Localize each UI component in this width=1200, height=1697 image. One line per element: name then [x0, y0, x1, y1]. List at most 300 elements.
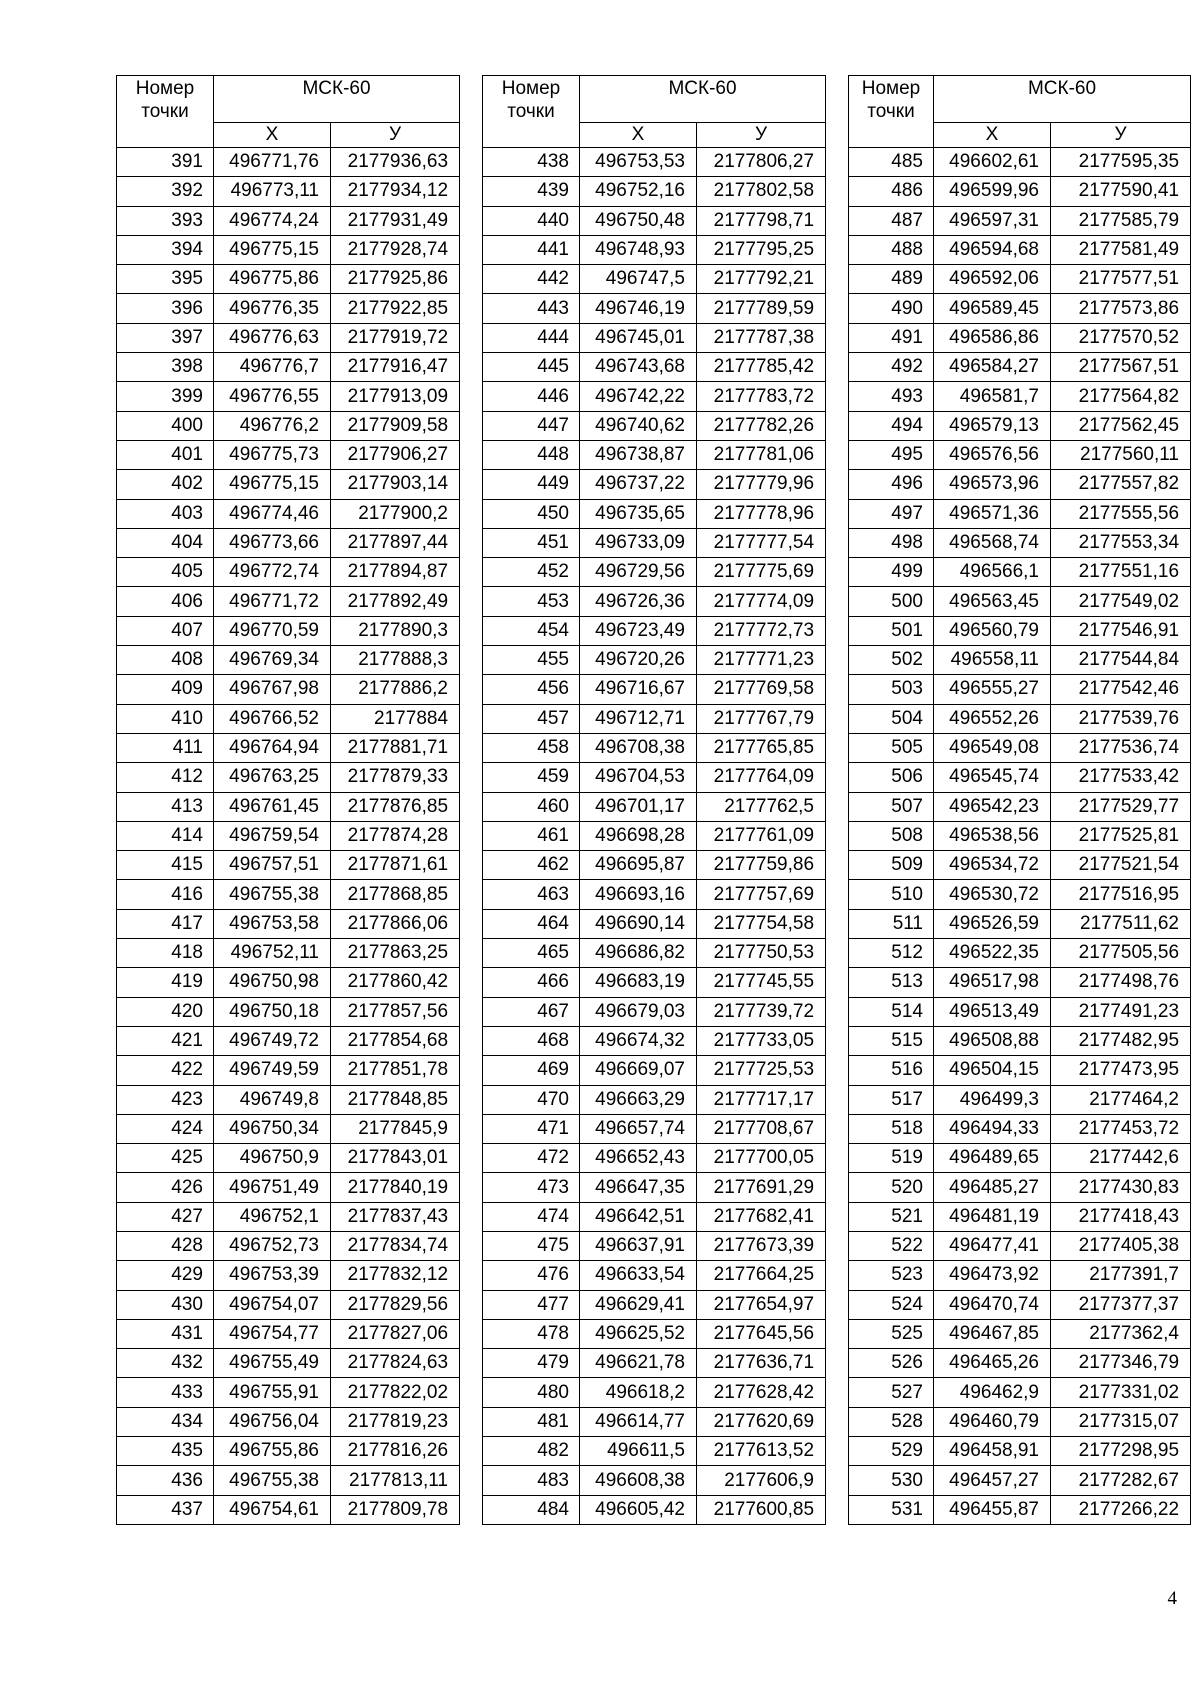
point-number-cell: 393: [117, 206, 214, 235]
point-number-cell: 442: [483, 265, 580, 294]
table-row: [483, 470, 826, 499]
point-number-cell: 486: [849, 177, 934, 206]
table-row: [849, 148, 1191, 177]
y-coordinate-cell: 2177505,56: [1051, 939, 1191, 968]
table-row: [483, 1114, 826, 1143]
y-coordinate-cell: 2177775,69: [697, 558, 826, 587]
table-row: [117, 177, 460, 206]
point-number-cell: 530: [849, 1466, 934, 1495]
x-coordinate-cell: 496775,15: [214, 235, 331, 264]
table-row: [117, 675, 460, 704]
table-row: [849, 528, 1191, 557]
point-number-cell: 448: [483, 440, 580, 469]
y-coordinate-cell: 2177331,02: [1051, 1378, 1191, 1407]
x-coordinate-cell: 496755,49: [214, 1349, 331, 1378]
x-coordinate-cell: 496657,74: [580, 1114, 697, 1143]
y-coordinate-cell: 2177405,38: [1051, 1231, 1191, 1260]
table-row: [849, 382, 1191, 411]
table-row: [117, 1407, 460, 1436]
table-row: [117, 1319, 460, 1348]
table-row: [117, 704, 460, 733]
y-coordinate-cell: 2177829,56: [331, 1290, 460, 1319]
x-coordinate-cell: 496761,45: [214, 792, 331, 821]
point-number-cell: 392: [117, 177, 214, 206]
x-coordinate-cell: 496769,34: [214, 646, 331, 675]
x-coordinate-cell: 496742,22: [580, 382, 697, 411]
table-row: [483, 646, 826, 675]
y-coordinate-cell: 2177536,74: [1051, 733, 1191, 762]
y-coordinate-cell: 2177890,3: [331, 616, 460, 645]
y-coordinate-cell: 2177886,2: [331, 675, 460, 704]
x-coordinate-cell: 496776,63: [214, 323, 331, 352]
point-number-cell: 494: [849, 411, 934, 440]
y-coordinate-cell: 2177868,85: [331, 880, 460, 909]
y-coordinate-cell: 2177759,86: [697, 851, 826, 880]
x-coordinate-cell: 496614,77: [580, 1407, 697, 1436]
table-row: [117, 792, 460, 821]
point-number-cell: 418: [117, 939, 214, 968]
table-row: [483, 382, 826, 411]
point-number-cell: 471: [483, 1114, 580, 1143]
x-coordinate-cell: 496776,7: [214, 353, 331, 382]
x-coordinate-cell: 496751,49: [214, 1173, 331, 1202]
point-number-cell: 433: [117, 1378, 214, 1407]
table-row: [117, 1026, 460, 1055]
point-number-cell: 509: [849, 851, 934, 880]
x-coordinate-cell: 496602,61: [934, 148, 1051, 177]
table-row: [849, 821, 1191, 850]
point-number-cell: 451: [483, 528, 580, 557]
y-coordinate-cell: 2177377,37: [1051, 1290, 1191, 1319]
x-coordinate-cell: 496750,18: [214, 997, 331, 1026]
table-row: [117, 1437, 460, 1466]
point-number-cell: 445: [483, 353, 580, 382]
table-row: [483, 763, 826, 792]
y-coordinate-cell: 2177764,09: [697, 763, 826, 792]
table-row: [483, 1495, 826, 1524]
point-number-cell: 515: [849, 1026, 934, 1055]
point-number-cell: 510: [849, 880, 934, 909]
point-number-cell: 397: [117, 323, 214, 352]
point-number-cell: 525: [849, 1319, 934, 1348]
y-coordinate-cell: 2177581,49: [1051, 235, 1191, 264]
table-row: [483, 1378, 826, 1407]
point-number-cell: 420: [117, 997, 214, 1026]
x-coordinate-cell: 496618,2: [580, 1378, 697, 1407]
x-coordinate-cell: 496776,35: [214, 294, 331, 323]
table-row: [117, 733, 460, 762]
x-coordinate-cell: 496599,96: [934, 177, 1051, 206]
table-row: [849, 294, 1191, 323]
x-coordinate-cell: 496775,86: [214, 265, 331, 294]
table-row: [483, 1085, 826, 1114]
y-coordinate-cell: 2177934,12: [331, 177, 460, 206]
y-coordinate-cell: 2177840,19: [331, 1173, 460, 1202]
point-number-cell: 396: [117, 294, 214, 323]
y-coordinate-cell: 2177787,38: [697, 323, 826, 352]
table-row: [483, 323, 826, 352]
point-number-cell: 516: [849, 1056, 934, 1085]
table-row: [849, 587, 1191, 616]
x-coordinate-cell: 496755,91: [214, 1378, 331, 1407]
point-number-cell: 395: [117, 265, 214, 294]
x-coordinate-cell: 496584,27: [934, 353, 1051, 382]
point-number-cell: 512: [849, 939, 934, 968]
x-coordinate-cell: 496733,09: [580, 528, 697, 557]
y-coordinate-cell: 2177881,71: [331, 733, 460, 762]
point-number-cell: 399: [117, 382, 214, 411]
table-row: [849, 353, 1191, 382]
table-row: [483, 792, 826, 821]
y-coordinate-cell: 2177482,95: [1051, 1026, 1191, 1055]
x-coordinate-cell: 496462,9: [934, 1378, 1051, 1407]
point-number-cell: 491: [849, 323, 934, 352]
x-coordinate-cell: 496773,11: [214, 177, 331, 206]
point-number-cell: 407: [117, 616, 214, 645]
table-row: [117, 1173, 460, 1202]
y-column-header: У: [697, 123, 826, 148]
x-coordinate-cell: 496774,24: [214, 206, 331, 235]
x-coordinate-cell: 496735,65: [580, 499, 697, 528]
x-coordinate-cell: 496597,31: [934, 206, 1051, 235]
x-coordinate-cell: 496629,41: [580, 1290, 697, 1319]
table-row: [483, 997, 826, 1026]
table-row: [483, 909, 826, 938]
point-number-cell: 422: [117, 1056, 214, 1085]
point-number-cell: 452: [483, 558, 580, 587]
table-row: [117, 1202, 460, 1231]
point-number-cell: 531: [849, 1495, 934, 1524]
y-coordinate-cell: 2177765,85: [697, 733, 826, 762]
table-row: [849, 1261, 1191, 1290]
y-coordinate-cell: 2177774,09: [697, 587, 826, 616]
x-coordinate-cell: 496470,74: [934, 1290, 1051, 1319]
y-coordinate-cell: 2177769,58: [697, 675, 826, 704]
x-coordinate-cell: 496473,92: [934, 1261, 1051, 1290]
x-coordinate-cell: 496747,5: [580, 265, 697, 294]
point-number-cell: 479: [483, 1349, 580, 1378]
x-coordinate-cell: 496753,39: [214, 1261, 331, 1290]
y-coordinate-cell: 2177892,49: [331, 587, 460, 616]
x-coordinate-cell: 496754,77: [214, 1319, 331, 1348]
y-coordinate-cell: 2177645,56: [697, 1319, 826, 1348]
point-number-cell: 398: [117, 353, 214, 382]
point-number-cell: 437: [117, 1495, 214, 1524]
y-coordinate-cell: 2177473,95: [1051, 1056, 1191, 1085]
y-coordinate-cell: 2177928,74: [331, 235, 460, 264]
point-number-cell: 391: [117, 148, 214, 177]
x-coordinate-cell: 496774,46: [214, 499, 331, 528]
x-coordinate-cell: 496579,13: [934, 411, 1051, 440]
x-coordinate-cell: 496647,35: [580, 1173, 697, 1202]
y-coordinate-cell: 2177848,85: [331, 1085, 460, 1114]
y-coordinate-cell: 2177560,11: [1051, 440, 1191, 469]
y-coordinate-cell: 2177919,72: [331, 323, 460, 352]
table-row: [849, 675, 1191, 704]
table-row: [849, 616, 1191, 645]
point-number-cell: 460: [483, 792, 580, 821]
x-coordinate-cell: 496642,51: [580, 1202, 697, 1231]
y-coordinate-cell: 2177430,83: [1051, 1173, 1191, 1202]
table-row: [849, 733, 1191, 762]
point-number-cell: 414: [117, 821, 214, 850]
x-coordinate-cell: 496759,54: [214, 821, 331, 850]
point-number-cell: 431: [117, 1319, 214, 1348]
table-row: [117, 851, 460, 880]
x-coordinate-cell: 496534,72: [934, 851, 1051, 880]
point-number-cell: 528: [849, 1407, 934, 1436]
point-number-cell: 428: [117, 1231, 214, 1260]
point-number-cell: 421: [117, 1026, 214, 1055]
coordinates-table-3: [848, 75, 1191, 1525]
point-number-cell: 521: [849, 1202, 934, 1231]
point-number-cell: 400: [117, 411, 214, 440]
y-coordinate-cell: 2177346,79: [1051, 1349, 1191, 1378]
x-coordinate-cell: 496526,59: [934, 909, 1051, 938]
y-coordinate-cell: 2177785,42: [697, 353, 826, 382]
y-coordinate-cell: 2177761,09: [697, 821, 826, 850]
y-coordinate-cell: 2177682,41: [697, 1202, 826, 1231]
y-coordinate-cell: 2177298,95: [1051, 1437, 1191, 1466]
x-coordinate-cell: 496663,29: [580, 1085, 697, 1114]
point-number-cell: 467: [483, 997, 580, 1026]
x-coordinate-cell: 496625,52: [580, 1319, 697, 1348]
y-coordinate-cell: 2177567,51: [1051, 353, 1191, 382]
x-coordinate-cell: 496477,41: [934, 1231, 1051, 1260]
table-row: [849, 646, 1191, 675]
point-number-cell: 462: [483, 851, 580, 880]
page-number: 4: [1167, 1588, 1177, 1609]
y-coordinate-cell: 2177897,44: [331, 528, 460, 557]
x-coordinate-cell: 496750,48: [580, 206, 697, 235]
y-coordinate-cell: 2177613,52: [697, 1437, 826, 1466]
x-coordinate-cell: 496754,61: [214, 1495, 331, 1524]
point-number-cell: 470: [483, 1085, 580, 1114]
table-row: [483, 1173, 826, 1202]
table-row: [483, 206, 826, 235]
coordinates-table-2: [482, 75, 826, 1525]
table-row: [483, 851, 826, 880]
x-column-header: X: [214, 123, 331, 148]
coordinate-system-header: МСК-60: [580, 76, 826, 123]
x-column-header: X: [580, 123, 697, 148]
point-number-cell: 439: [483, 177, 580, 206]
y-coordinate-cell: 2177832,12: [331, 1261, 460, 1290]
table-row: [849, 1173, 1191, 1202]
table-row: [849, 499, 1191, 528]
x-coordinate-cell: 496669,07: [580, 1056, 697, 1085]
x-coordinate-cell: 496563,45: [934, 587, 1051, 616]
y-coordinate-cell: 2177772,73: [697, 616, 826, 645]
point-number-cell: 459: [483, 763, 580, 792]
x-coordinate-cell: 496745,01: [580, 323, 697, 352]
x-coordinate-cell: 496757,51: [214, 851, 331, 880]
x-coordinate-cell: 496712,71: [580, 704, 697, 733]
y-coordinate-cell: 2177762,5: [697, 792, 826, 821]
table-row: [849, 939, 1191, 968]
y-coordinate-cell: 2177778,96: [697, 499, 826, 528]
point-number-cell: 432: [117, 1349, 214, 1378]
y-coordinate-cell: 2177525,81: [1051, 821, 1191, 850]
y-coordinate-cell: 2177542,46: [1051, 675, 1191, 704]
y-coordinate-cell: 2177922,85: [331, 294, 460, 323]
x-coordinate-cell: 496538,56: [934, 821, 1051, 850]
table-row: [117, 528, 460, 557]
x-coordinate-cell: 496753,53: [580, 148, 697, 177]
point-number-cell: 443: [483, 294, 580, 323]
point-number-cell: 507: [849, 792, 934, 821]
point-number-cell: 489: [849, 265, 934, 294]
point-number-cell: 496: [849, 470, 934, 499]
x-coordinate-cell: 496766,52: [214, 704, 331, 733]
point-number-cell: 497: [849, 499, 934, 528]
y-coordinate-cell: 2177913,09: [331, 382, 460, 411]
point-number-cell: 480: [483, 1378, 580, 1407]
y-coordinate-cell: 2177562,45: [1051, 411, 1191, 440]
x-coordinate-cell: 496545,74: [934, 763, 1051, 792]
y-coordinate-cell: 2177925,86: [331, 265, 460, 294]
table-row: [483, 1407, 826, 1436]
x-coordinate-cell: 496611,5: [580, 1437, 697, 1466]
point-number-cell: 405: [117, 558, 214, 587]
table-row: [849, 1231, 1191, 1260]
x-coordinate-cell: 496748,93: [580, 235, 697, 264]
x-coordinate-cell: 496749,8: [214, 1085, 331, 1114]
y-coordinate-cell: 2177606,9: [697, 1466, 826, 1495]
y-coordinate-cell: 2177783,72: [697, 382, 826, 411]
point-number-cell: 436: [117, 1466, 214, 1495]
table-row: [117, 997, 460, 1026]
x-coordinate-cell: 496594,68: [934, 235, 1051, 264]
y-coordinate-cell: 2177453,72: [1051, 1114, 1191, 1143]
point-number-cell: 417: [117, 909, 214, 938]
point-number-cell: 463: [483, 880, 580, 909]
table-row: [117, 1495, 460, 1524]
y-coordinate-cell: 2177700,05: [697, 1144, 826, 1173]
table-row: [117, 1290, 460, 1319]
x-coordinate-cell: 496489,65: [934, 1144, 1051, 1173]
point-number-cell: 449: [483, 470, 580, 499]
y-coordinate-cell: 2177771,23: [697, 646, 826, 675]
y-coordinate-cell: 2177754,58: [697, 909, 826, 938]
table-row: [849, 1202, 1191, 1231]
point-number-cell: 419: [117, 968, 214, 997]
x-coordinate-cell: 496752,1: [214, 1202, 331, 1231]
x-coordinate-cell: 496770,59: [214, 616, 331, 645]
x-coordinate-cell: 496749,72: [214, 1026, 331, 1055]
point-number-cell: 504: [849, 704, 934, 733]
point-number-cell: 446: [483, 382, 580, 411]
table-row: [117, 1261, 460, 1290]
x-coordinate-cell: 496592,06: [934, 265, 1051, 294]
table-row: [849, 763, 1191, 792]
x-coordinate-cell: 496589,45: [934, 294, 1051, 323]
y-coordinate-cell: 2177590,41: [1051, 177, 1191, 206]
x-coordinate-cell: 496608,38: [580, 1466, 697, 1495]
x-coordinate-cell: 496695,87: [580, 851, 697, 880]
point-number-cell: 520: [849, 1173, 934, 1202]
point-number-cell: 503: [849, 675, 934, 704]
x-coordinate-cell: 496481,19: [934, 1202, 1051, 1231]
y-coordinate-cell: 2177792,21: [697, 265, 826, 294]
x-coordinate-cell: 496504,15: [934, 1056, 1051, 1085]
y-coordinate-cell: 2177570,52: [1051, 323, 1191, 352]
y-coordinate-cell: 2177819,23: [331, 1407, 460, 1436]
point-number-cell: 425: [117, 1144, 214, 1173]
table-row: [483, 353, 826, 382]
table-row: [483, 440, 826, 469]
table-row: [483, 1466, 826, 1495]
y-coordinate-cell: 2177557,82: [1051, 470, 1191, 499]
point-number-cell: 416: [117, 880, 214, 909]
y-coordinate-cell: 2177362,4: [1051, 1319, 1191, 1348]
y-column-header: У: [1051, 123, 1191, 148]
point-number-cell: 478: [483, 1319, 580, 1348]
table-row: [483, 265, 826, 294]
y-coordinate-cell: 2177876,85: [331, 792, 460, 821]
table-row: [849, 411, 1191, 440]
point-number-cell: 424: [117, 1114, 214, 1143]
y-coordinate-cell: 2177551,16: [1051, 558, 1191, 587]
table-row: [483, 1261, 826, 1290]
y-coordinate-cell: 2177809,78: [331, 1495, 460, 1524]
point-number-cell: 411: [117, 733, 214, 762]
point-number-cell: 514: [849, 997, 934, 1026]
y-coordinate-cell: 2177903,14: [331, 470, 460, 499]
point-number-cell: 415: [117, 851, 214, 880]
x-coordinate-cell: 496465,26: [934, 1349, 1051, 1378]
y-coordinate-cell: 2177795,25: [697, 235, 826, 264]
table-row: [483, 1319, 826, 1348]
y-coordinate-cell: 2177498,76: [1051, 968, 1191, 997]
table-row: [849, 997, 1191, 1026]
point-number-cell: 408: [117, 646, 214, 675]
y-coordinate-cell: 2177521,54: [1051, 851, 1191, 880]
x-coordinate-cell: 496549,08: [934, 733, 1051, 762]
x-coordinate-cell: 496720,26: [580, 646, 697, 675]
point-number-cell: 435: [117, 1437, 214, 1466]
point-number-header: Номер точки: [117, 76, 214, 148]
table-row: [849, 1495, 1191, 1524]
y-coordinate-cell: 2177491,23: [1051, 997, 1191, 1026]
y-coordinate-cell: 2177857,56: [331, 997, 460, 1026]
y-coordinate-cell: 2177533,42: [1051, 763, 1191, 792]
table-row: [117, 265, 460, 294]
x-coordinate-cell: 496586,86: [934, 323, 1051, 352]
table-row: [483, 1202, 826, 1231]
y-coordinate-cell: 2177555,56: [1051, 499, 1191, 528]
point-number-cell: 492: [849, 353, 934, 382]
y-coordinate-cell: 2177813,11: [331, 1466, 460, 1495]
table-row: [483, 1349, 826, 1378]
x-coordinate-cell: 496576,56: [934, 440, 1051, 469]
table-row: [117, 968, 460, 997]
x-coordinate-cell: 496652,43: [580, 1144, 697, 1173]
table-row: [849, 909, 1191, 938]
table-row: [117, 148, 460, 177]
y-coordinate-cell: 2177539,76: [1051, 704, 1191, 733]
table-row: [849, 1085, 1191, 1114]
y-coordinate-cell: 2177750,53: [697, 939, 826, 968]
point-number-cell: 438: [483, 148, 580, 177]
x-coordinate-cell: 496698,28: [580, 821, 697, 850]
table-row: [483, 235, 826, 264]
x-coordinate-cell: 496772,74: [214, 558, 331, 587]
x-coordinate-cell: 496743,68: [580, 353, 697, 382]
x-coordinate-cell: 496750,98: [214, 968, 331, 997]
table-row: [483, 675, 826, 704]
y-coordinate-cell: 2177757,69: [697, 880, 826, 909]
